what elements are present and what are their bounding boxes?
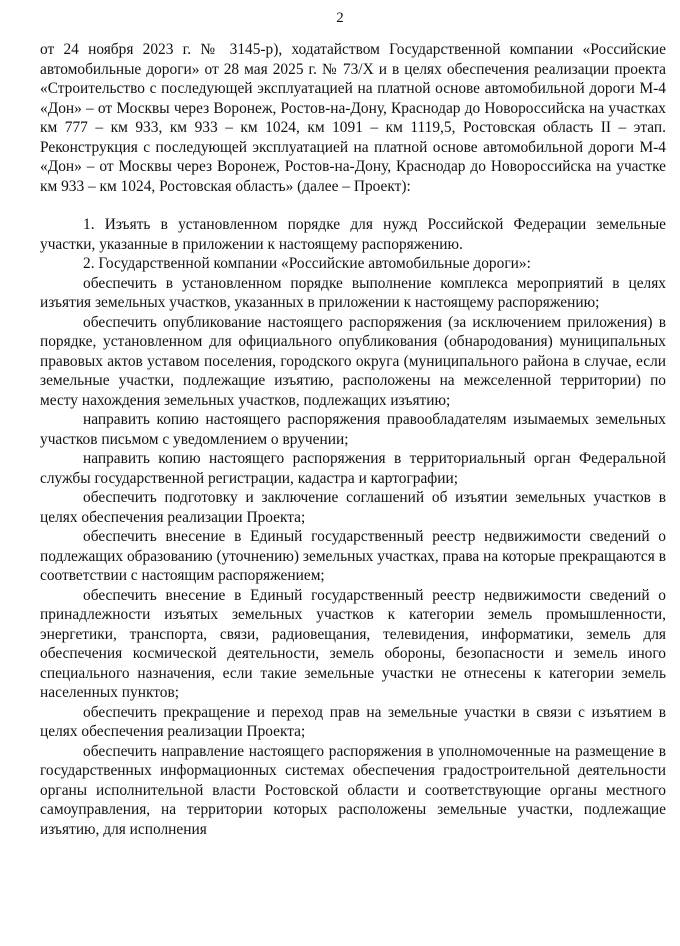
paragraph-item-7: обеспечить подготовку и заключение соглашений об изъятии земельных участков в целях обеспечения реализации Проекта;	[40, 489, 666, 526]
paragraph-item-2: 2. Государственной компании «Российские автомобильные дороги»:	[83, 255, 531, 272]
paragraph-item-11: обеспечить направление настоящего распоряжения в уполномоченные на размещение в государственных информационных системах обеспечения градостроительной деятельности органы исполнительной власти Ростовской области и соответствующие органы местного самоуправления, на территории которых расположены земельные участки, подлежащие изъятию, для исполнения	[40, 742, 666, 838]
paragraph-gap	[40, 196, 666, 215]
paragraph-item-9: обеспечить внесение в Единый государственный реестр недвижимости сведений о принадлежности изъятых земельных участков к категории земель промышленности, энергетики, транспорта, связи, радиовещания, телевидения, информатики, земель для обеспечения космической деятельности, земель обороны, безопасности и земель иного специального назначения, если такие земельные участки не отнесены к категории земель населенных пунктов;	[40, 586, 666, 701]
intro-paragraph: от 24 ноября 2023 г. № 3145-р), ходатайством Государственной компании «Российские автомобильные дороги» от 28 мая 2025 г. № 73/Х и в целях обеспечения реализации проекта «Строительство с последующей эксплуатацией на платной основе автомобильной дороги М-4 «Дон» – от Москвы через Воронеж, Ростов-на-Дону, Краснодар до Новороссийска на участках км 777 – км 933, км 933 – км 1024, км 1091 – км 1119,5, Ростовская область II – этап. Реконструкция с последующей эксплуатацией на платной основе автомобильной дороги М-4 «Дон» – от Москвы через Воронеж, Ростов-на-Дону, Краснодар до Новороссийска на участке км 933 – км 1024, Ростовская область» (далее – Проект):	[40, 41, 666, 195]
paragraph-item-6: направить копию настоящего распоряжения в территориальный орган Федеральной службы государственной регистрации, кадастра и картографии;	[40, 450, 666, 487]
paragraph-item-3: обеспечить в установленном порядке выполнение комплекса мероприятий в целях изъятия земельных участков, указанных в приложении к настоящему распоряжению;	[40, 274, 666, 311]
paragraph-item-10: обеспечить прекращение и переход прав на земельные участки в связи с изъятием в целях обеспечения реализации Проекта;	[40, 703, 666, 740]
paragraph-item-5: направить копию настоящего распоряжения правообладателям изымаемых земельных участков письмом с уведомлением о вручении;	[40, 411, 666, 448]
paragraph-item-1: 1. Изъять в установленном порядке для нужд Российской Федерации земельные участки, указанные в приложении к настоящему распоряжению.	[40, 216, 666, 253]
document-body	[40, 40, 666, 839]
paragraph-item-8: обеспечить внесение в Единый государственный реестр недвижимости сведений о подлежащих образованию (уточнению) земельных участках, права на которые прекращаются в соответствии с настоящим распоряжением;	[40, 528, 666, 584]
page-number: 2	[336, 10, 344, 26]
paragraph-item-4: обеспечить опубликование настоящего распоряжения (за исключением приложения) в порядке, установленном для официального опубликования (обнародования) муниципальных правовых актов уставом поселения, городского округа (муниципального района в случае, если земельные участки, подлежащие изъятию, расположены на межселенной территории) по месту нахождения земельных участков, подлежащих изъятию;	[40, 313, 666, 409]
